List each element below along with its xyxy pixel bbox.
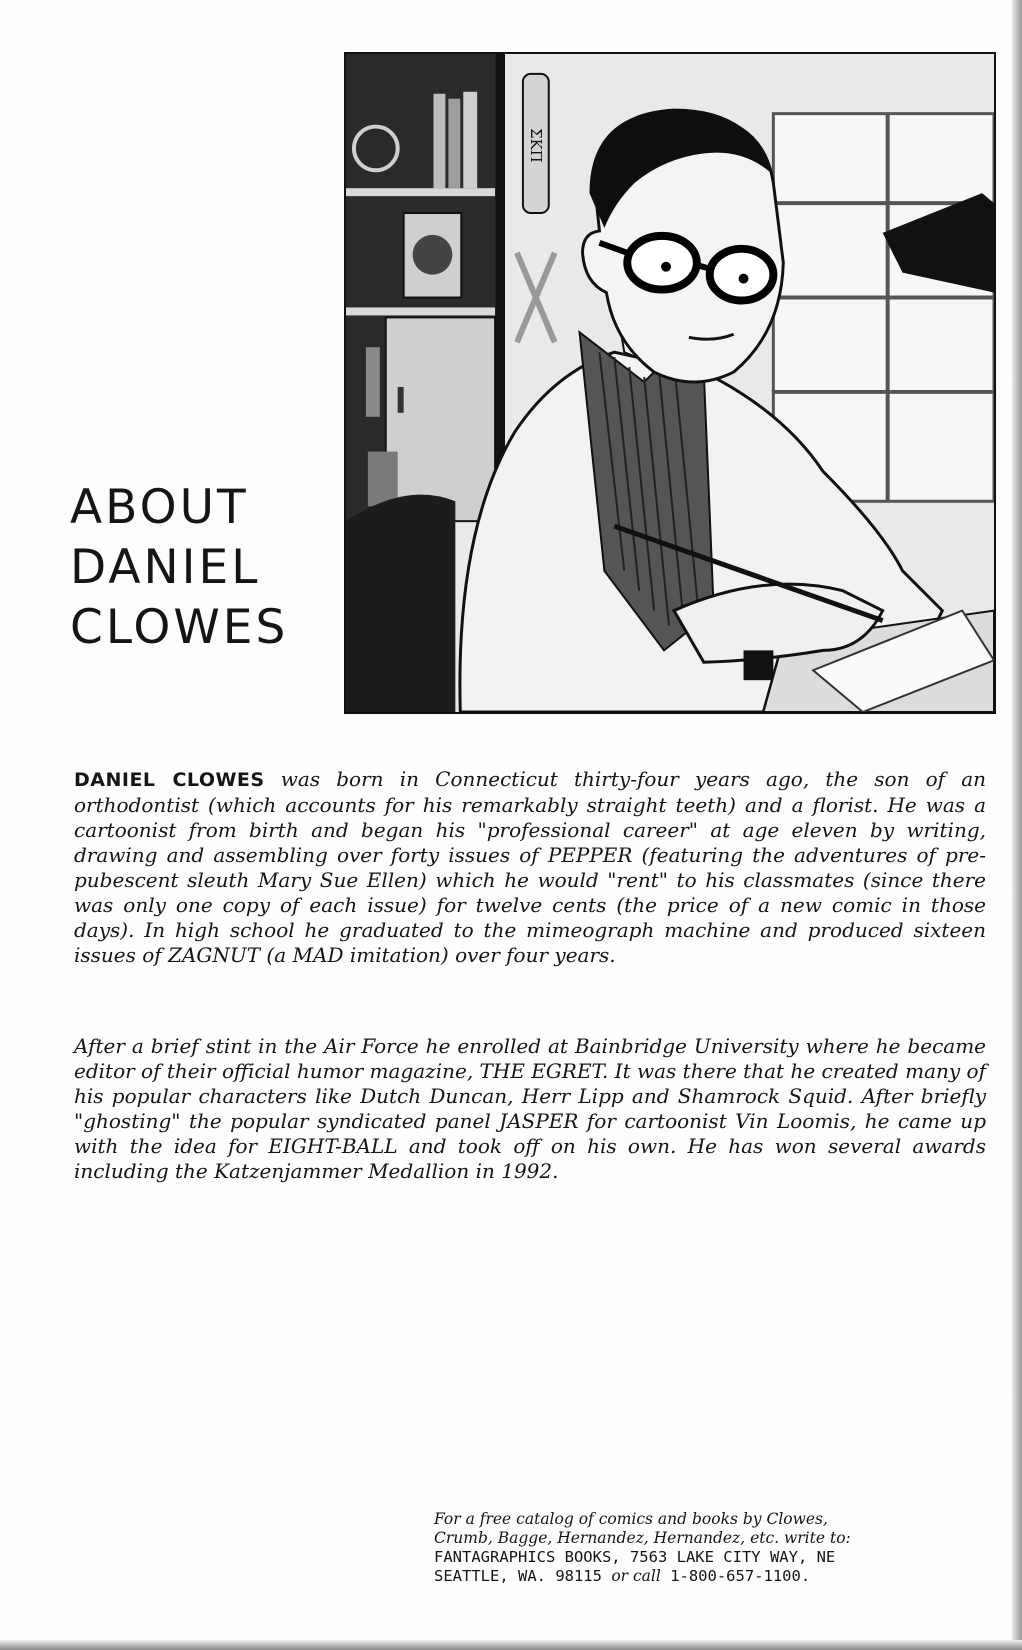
bio-author-name: DANIEL CLOWES <box>74 769 265 791</box>
publisher-city: SEATTLE, WA. 98115 <box>434 1567 602 1585</box>
publisher-phone: 1-800-657-1100. <box>670 1567 811 1585</box>
catalog-note-line-1: For a free catalog of comics and books by Clowes, <box>434 1510 828 1528</box>
author-portrait <box>344 52 996 714</box>
page-edge-shadow <box>1012 0 1022 1650</box>
chair <box>346 495 455 712</box>
portrait-illustration <box>346 54 994 712</box>
page-bottom-shadow <box>0 1640 1022 1650</box>
catalog-note-line-2: Crumb, Bagge, Hernandez, Hernandez, etc. write to: <box>434 1529 851 1547</box>
title-line-about: ABOUT <box>70 480 249 535</box>
bio-paragraph-1-text: was born in Connecticut thirty-four years ago, the son of an orthodontist (which accounts for his remarkably straight teeth) and a florist. He was a cartoonist from birth and began his "professional career" at age eleven by writing, drawing and assembling over forty issues of PEPPER (featuring the adventures of pre-pubescent sleuth Mary Sue Ellen) which he would "rent" to his classmates (since there was only one copy of each issue) for twelve cents (the price of a new comic in those days). In high school he graduated to the mimeograph machine and produced sixteen issues of ZAGNUT (a MAD imitation) over four years. <box>74 767 987 967</box>
title-line-daniel: DANIEL <box>70 540 261 595</box>
bio-paragraph-2: After a brief stint in the Air Force he enrolled at Bainbridge University where he became editor of their official humor magazine, THE EGRET. It was there that he created many of his popular characters like Dutch Duncan, Herr Lipp and Shamrock Squid. After briefly "ghosting" the popular syndicated panel JASPER for cartoonist Vin Loomis, he came up with the idea for EIGHT-BALL and took off on his own. He has won several awards including the Katzenjammer Medallion in 1992. <box>74 1034 986 1183</box>
bio-paragraph-1 <box>74 767 986 968</box>
title-line-clowes: CLOWES <box>70 600 289 655</box>
page-title <box>70 478 330 658</box>
window <box>773 114 994 502</box>
figure-glasses <box>627 236 697 290</box>
pennant-text: ΣΚΠ <box>526 128 545 163</box>
publisher-address: FANTAGRAPHICS BOOKS, 7563 LAKE CITY WAY, NE <box>434 1548 836 1566</box>
catalog-note <box>434 1510 1004 1586</box>
call-text: or call <box>611 1567 661 1585</box>
